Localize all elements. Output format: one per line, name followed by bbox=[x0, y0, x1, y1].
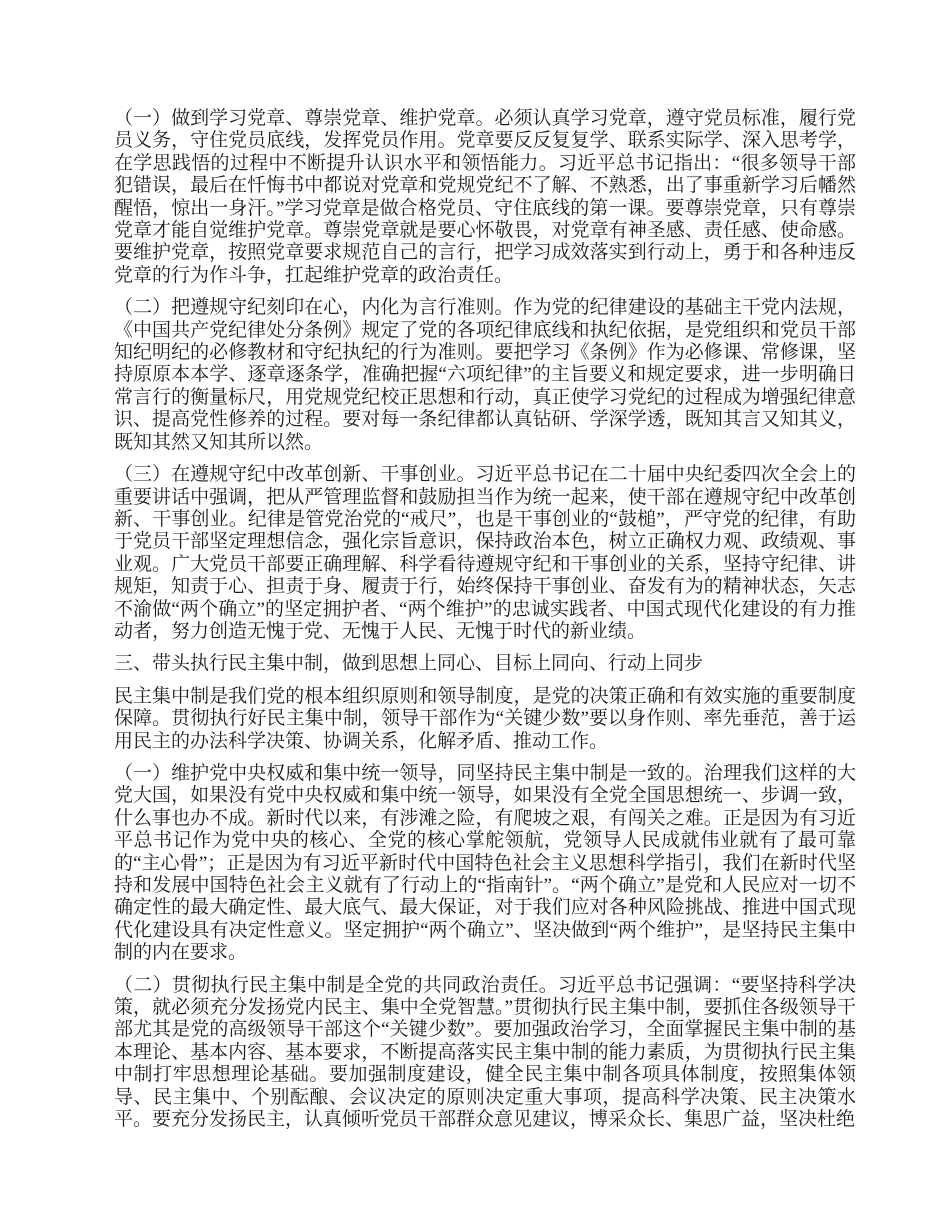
paragraph-discipline-rules: （二）把遵规守纪刻印在心，内化为言行准则。作为党的纪律建设的基础主干党内法规，《中国共产党纪律处分条例》规定了党的各项纪律底线和执纪依据，是党组织和党员干部知纪明纪的必修教材和守纪执纪的行为准则。要把学习《条例》作为必修课、常修课，坚持原原本本学、逐章逐条学，准确把握“六项纪律”的主旨要义和规定要求，进一步明确日常言行的衡量标尺，用党规党纪校正思想和行动，真正使学习党纪的过程成为增强纪律意识、提高党性修养的过程。要对每一条纪律都认真钻研、学深学透，既知其言又知其义，既知其然又知其所以然。 bbox=[114, 297, 856, 453]
paragraph-central-authority: （一）维护党中央权威和集中统一领导，同坚持民主集中制是一致的。治理我们这样的大党大国，如果没有党中央权威和集中统一领导，如果没有全党全国思想统一、步调一致，什么事也办不成。新时代以来，有涉滩之险，有爬坡之艰，有闯关之难。正是因为有习近平总书记作为党中央的核心、全党的核心掌舵领航，党领导人民成就伟业就有了最可靠的“主心骨”；正是因为有习近平新时代中国特色社会主义思想科学指引，我们在新时代坚持和发展中国特色社会主义就有了行动上的“指南针”。“两个确立”是党和人民应对一切不确定性的最大确定性、最大底气、最大保证，对于我们应对各种风险挑战、推进中国式现代化建设具有决定性意义。坚定拥护“两个确立”、坚决做到“两个维护”，是坚持民主集中制的内在要求。 bbox=[114, 762, 856, 964]
section-heading-democratic-centralism: 三、带头执行民主集中制，做到思想上同心、目标上同向、行动上同步 bbox=[114, 653, 704, 675]
paragraph-shared-political-responsibility: （二）贯彻执行民主集中制是全党的共同政治责任。习近平总书记强调：“要坚持科学决策，就必须充分发扬党内民主、集中全党智慧。”贯彻执行民主集中制，要抓住各级领导干部尤其是党的高级领导干部这个“关键少数”。要加强政治学习，全面掌握民主集中制的基本理论、基本内容、基本要求，不断提高落实民主集中制的能力素质，为贯彻执行民主集中制打牢思想理论基础。要加强制度建设，健全民主集中制各项具体制度，按照集体领导、民主集中、个别酝酿、会议决定的原则决定重大事项，提高科学决策、民主决策水平。要充分发扬民主，认真倾听党员干部群众意见建议，博采众长、集思广益，坚决杜绝 bbox=[114, 974, 856, 1131]
paragraph-study-party-charter: （一）做到学习党章、尊崇党章、维护党章。必须认真学习党章，遵守党员标准，履行党员义务，守住党员底线，发挥党员作用。党章要反反复复学、联系实际学、深入思考学，在学思践悟的过程中不断提升认识水平和领悟能力。习近平总书记指出：“很多领导干部犯错误，最后在忏悔书中都说对党章和党规党纪不了解、不熟悉，出了事重新学习后幡然醒悟，惊出一身汗。”学习党章是做合格党员、守住底线的第一课。要尊崇党章，只有尊崇党章才能自觉维护党章。尊崇党章就是要心怀敬畏，对党章有神圣感、责任感、使命感。要维护党章，按照党章要求规范自己的言行，把学习成效落实到行动上，勇于和各种违反党章的行为作斗争，扛起维护党章的政治责任。 bbox=[114, 108, 856, 286]
document-content bbox=[114, 108, 856, 1131]
paragraph-democratic-centralism-intro: 民主集中制是我们党的根本组织原则和领导制度，是党的决策正确和有效实施的重要制度保障。贯彻执行好民主集中制，领导干部作为“关键少数”要以身作则、率先垂范，善于运用民主的办法科学决策、协调关系，化解矛盾、推动工作。 bbox=[114, 685, 856, 752]
paragraph-reform-innovation: （三）在遵规守纪中改革创新、干事创业。习近平总书记在二十届中央纪委四次全会上的重要讲话中强调，把从严管理监督和鼓励担当作为统一起来，使干部在遵规守纪中改革创新、干事创业。纪律是管党治党的“戒尺”，也是干事创业的“鼓槌”，严守党的纪律，有助于党员干部坚定理想信念，强化宗旨意识，保持政治本色，树立正确权力观、政绩观、事业观。广大党员干部要正确理解、科学看待遵规守纪和干事创业的关系，坚持守纪律、讲规矩，知责于心、担责于身、履责于行，始终保持干事创业、奋发有为的精神状态，矢志不渝做“两个确立”的坚定拥护者、“两个维护”的忠诚实践者、中国式现代化建设的有力推动者，努力创造无愧于党、无愧于人民、无愧于时代的新业绩。 bbox=[114, 464, 856, 642]
